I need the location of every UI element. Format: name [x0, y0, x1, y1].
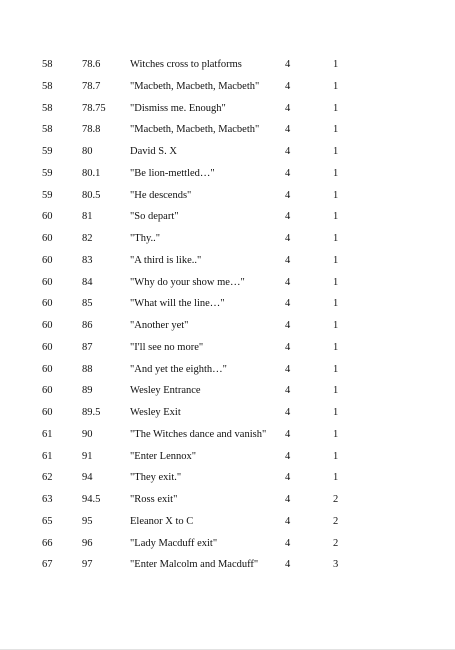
- cue-description-cell: "Ross exit": [130, 494, 178, 505]
- cue-description-cell: "Thy..": [130, 233, 161, 244]
- cue-number-cell: 80: [82, 146, 93, 157]
- cue-number-cell: 78.75: [82, 102, 106, 114]
- cue-table: [0, 54, 455, 576]
- table-row: [0, 554, 455, 576]
- table-row: [0, 511, 455, 533]
- act-number-cell: 4: [285, 254, 291, 266]
- act-number-cell: 4: [285, 407, 291, 418]
- act-number-cell: 4: [285, 450, 291, 462]
- table-row: [0, 489, 455, 511]
- scene-number-cell: 1: [333, 167, 339, 179]
- cue-number-cell: 78.6: [82, 59, 101, 70]
- cue-description-cell: "Dismiss me. Enough": [130, 102, 226, 114]
- page-number-cell: 65: [42, 515, 53, 527]
- cue-description-cell: "What will the line…": [130, 298, 225, 310]
- scene-number-cell: 3: [333, 559, 339, 571]
- table-row: [0, 163, 455, 185]
- page-number-cell: 58: [42, 59, 53, 70]
- page-number-cell: 66: [42, 537, 53, 549]
- act-number-cell: 4: [285, 537, 291, 549]
- scene-number-cell: 1: [333, 428, 339, 440]
- act-number-cell: 4: [285, 146, 291, 157]
- cue-description-cell: Wesley Exit: [130, 407, 181, 418]
- act-number-cell: 4: [285, 211, 291, 223]
- act-number-cell: 4: [285, 341, 291, 353]
- table-row: [0, 119, 455, 141]
- table-row: [0, 272, 455, 294]
- scene-number-cell: 1: [333, 124, 339, 136]
- act-number-cell: 4: [285, 167, 291, 179]
- act-number-cell: 4: [285, 298, 291, 310]
- cue-number-cell: 96: [82, 537, 93, 549]
- cue-description-cell: "They exit.": [130, 472, 182, 484]
- table-row: [0, 337, 455, 359]
- page-number-cell: 60: [42, 385, 53, 397]
- act-number-cell: 4: [285, 124, 291, 136]
- scene-number-cell: 1: [333, 472, 339, 484]
- cue-number-cell: 87: [82, 341, 93, 353]
- page-number-cell: 62: [42, 472, 53, 484]
- scene-number-cell: 1: [333, 450, 339, 462]
- page-number-cell: 60: [42, 276, 53, 288]
- page-number-cell: 67: [42, 559, 53, 571]
- page-number-cell: 60: [42, 298, 53, 310]
- act-number-cell: 4: [285, 559, 291, 571]
- cue-number-cell: 97: [82, 559, 93, 571]
- scene-number-cell: 1: [333, 189, 339, 201]
- scene-number-cell: 2: [333, 515, 339, 527]
- cue-number-cell: 78.7: [82, 80, 101, 92]
- scene-number-cell: 1: [333, 276, 339, 288]
- cue-description-cell: "Macbeth, Macbeth, Macbeth": [130, 124, 260, 136]
- scene-number-cell: 1: [333, 298, 339, 310]
- page-number-cell: 60: [42, 407, 53, 418]
- cue-description-cell: "He descends": [130, 189, 192, 201]
- cue-description-cell: "Another yet": [130, 320, 189, 331]
- scene-number-cell: 1: [333, 211, 339, 223]
- table-row: [0, 206, 455, 228]
- act-number-cell: 4: [285, 276, 291, 288]
- act-number-cell: 4: [285, 320, 291, 331]
- cue-description-cell: "The Witches dance and vanish": [130, 428, 267, 440]
- table-row: [0, 359, 455, 381]
- table-row: [0, 54, 455, 76]
- page-number-cell: 60: [42, 211, 53, 223]
- act-number-cell: 4: [285, 494, 291, 505]
- cue-number-cell: 95: [82, 515, 93, 527]
- act-number-cell: 4: [285, 59, 291, 70]
- scene-number-cell: 2: [333, 494, 339, 505]
- table-row: [0, 76, 455, 98]
- cue-number-cell: 82: [82, 233, 93, 244]
- cue-number-cell: 80.1: [82, 167, 101, 179]
- table-row: [0, 446, 455, 468]
- table-row: [0, 467, 455, 489]
- table-row: [0, 185, 455, 207]
- act-number-cell: 4: [285, 428, 291, 440]
- act-number-cell: 4: [285, 233, 291, 244]
- page-number-cell: 58: [42, 124, 53, 136]
- cue-description-cell: "I'll see no more": [130, 341, 204, 353]
- scene-number-cell: 1: [333, 80, 339, 92]
- cue-number-cell: 91: [82, 450, 93, 462]
- page-number-cell: 60: [42, 341, 53, 353]
- cue-number-cell: 89.5: [82, 407, 101, 418]
- cue-description-cell: Eleanor X to C: [130, 515, 194, 527]
- act-number-cell: 4: [285, 102, 291, 114]
- table-row: [0, 228, 455, 250]
- cue-number-cell: 89: [82, 385, 93, 397]
- scene-number-cell: 1: [333, 320, 339, 331]
- table-row: [0, 380, 455, 402]
- table-row: [0, 250, 455, 272]
- scene-number-cell: 1: [333, 233, 339, 244]
- scene-number-cell: 1: [333, 363, 339, 375]
- cue-description-cell: "Enter Malcolm and Macduff": [130, 559, 259, 571]
- cue-description-cell: "Why do your show me…": [130, 276, 245, 288]
- cue-description-cell: Wesley Entrance: [130, 385, 201, 397]
- scene-number-cell: 1: [333, 385, 339, 397]
- table-row: [0, 533, 455, 555]
- cue-number-cell: 90: [82, 428, 93, 440]
- scene-number-cell: 1: [333, 341, 339, 353]
- page-number-cell: 59: [42, 189, 53, 201]
- table-row: [0, 402, 455, 424]
- cue-description-cell: "Enter Lennox": [130, 450, 197, 462]
- cue-number-cell: 84: [82, 276, 93, 288]
- page-number-cell: 59: [42, 146, 53, 157]
- act-number-cell: 4: [285, 80, 291, 92]
- page-number-cell: 61: [42, 450, 53, 462]
- act-number-cell: 4: [285, 515, 291, 527]
- cue-number-cell: 94.5: [82, 494, 101, 505]
- scene-number-cell: 2: [333, 537, 339, 549]
- cue-description-cell: "So depart": [130, 211, 179, 223]
- scene-number-cell: 1: [333, 102, 339, 114]
- cue-description-cell: David S. X: [130, 146, 177, 157]
- cue-description-cell: "Be lion-mettled…": [130, 167, 215, 179]
- act-number-cell: 4: [285, 363, 291, 375]
- cue-number-cell: 78.8: [82, 124, 101, 136]
- cue-number-cell: 88: [82, 363, 93, 375]
- cue-description-cell: "Lady Macduff exit": [130, 537, 218, 549]
- page-number-cell: 60: [42, 254, 53, 266]
- scene-number-cell: 1: [333, 254, 339, 266]
- act-number-cell: 4: [285, 189, 291, 201]
- table-row: [0, 141, 455, 163]
- cue-number-cell: 85: [82, 298, 93, 310]
- table-row: [0, 293, 455, 315]
- act-number-cell: 4: [285, 472, 291, 484]
- page-number-cell: 59: [42, 167, 53, 179]
- table-row: [0, 424, 455, 446]
- cue-number-cell: 86: [82, 320, 93, 331]
- table-row: [0, 315, 455, 337]
- cue-description-cell: "Macbeth, Macbeth, Macbeth": [130, 80, 260, 92]
- scene-number-cell: 1: [333, 407, 339, 418]
- act-number-cell: 4: [285, 385, 291, 397]
- page-number-cell: 58: [42, 102, 53, 114]
- page-number-cell: 58: [42, 80, 53, 92]
- cue-number-cell: 94: [82, 472, 93, 484]
- page-number-cell: 60: [42, 363, 53, 375]
- cue-number-cell: 80.5: [82, 189, 101, 201]
- scene-number-cell: 1: [333, 146, 339, 157]
- page-number-cell: 61: [42, 428, 53, 440]
- cue-number-cell: 83: [82, 254, 93, 266]
- page-number-cell: 60: [42, 233, 53, 244]
- cue-description-cell: "A third is like..": [130, 254, 202, 266]
- table-row: [0, 98, 455, 120]
- cue-number-cell: 81: [82, 211, 93, 223]
- scene-number-cell: 1: [333, 59, 339, 70]
- page-number-cell: 60: [42, 320, 53, 331]
- page-number-cell: 63: [42, 494, 53, 505]
- cue-description-cell: "And yet the eighth…": [130, 363, 227, 375]
- cue-description-cell: Witches cross to platforms: [130, 59, 242, 70]
